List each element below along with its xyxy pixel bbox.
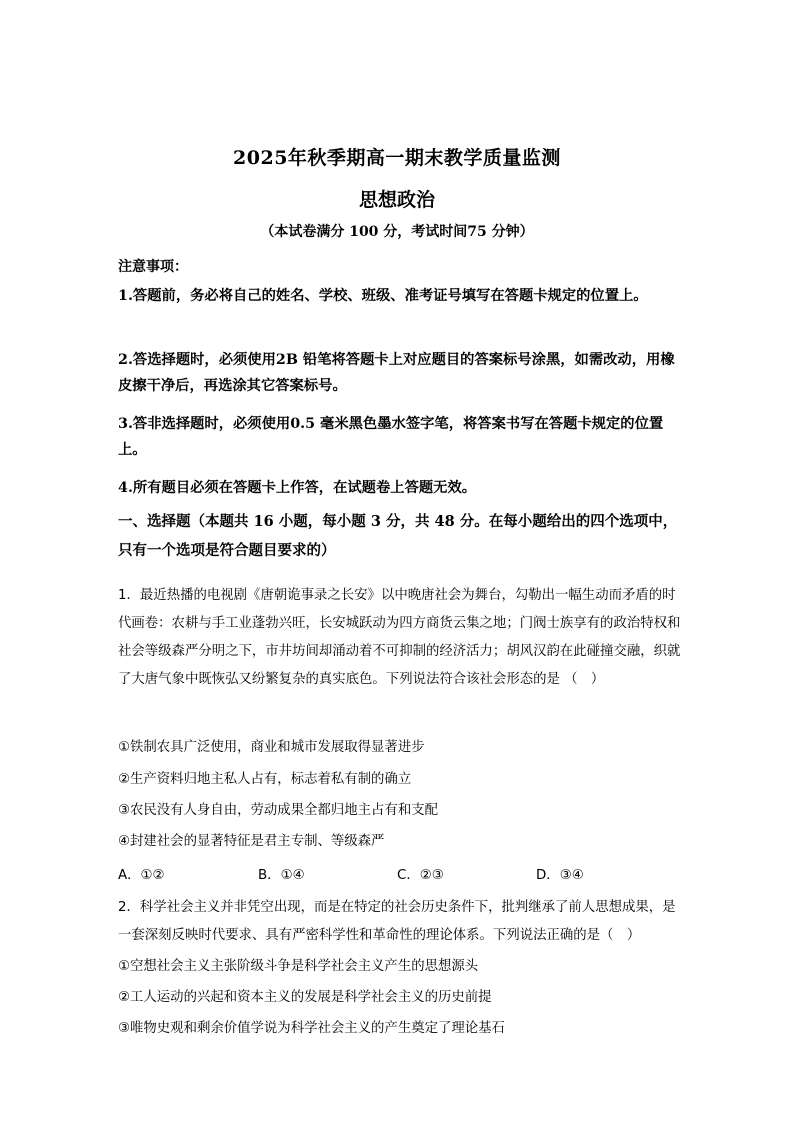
choice-a: A．①② [118, 868, 165, 883]
section-heading: 一、选择题（本题共 16 小题，每小题 3 分，共 48 分。在每小题给出的四个选项中，只有一个选项是符合题目要求的） [118, 513, 678, 559]
note-item-1: 1.答题前，务必将自己的姓名、学校、班级、准考证号填写在答题卡规定的位置上。 [118, 288, 648, 304]
question-1-choices [118, 864, 638, 884]
exam-info: （本试卷满分 100 分，考试时间75 分钟） [260, 224, 534, 240]
exam-title: 2025年秋季期高一期末教学质量监测 [233, 147, 561, 169]
question-1-option-3: ③农民没有人身自由，劳动成果全都归地主占有和支配 [118, 803, 438, 818]
question-1-stem: 1．最近热播的电视剧《唐朝诡事录之长安》以中晚唐社会为舞台，勾勒出一幅生动而矛盾的时代画卷：农耕与手工业蓬勃兴旺，长安城跃动为四方商货云集之地；门阀士族享有的政治特权和社会等级森严分明之下，市井坊间却涌动着不可抑制的经济活力；胡风汉韵在此碰撞交融，织就了大唐气象中既恢弘又纷繁复杂的真实底色。下列说法符合该社会形态的是 （ ） [118, 588, 681, 687]
subject-title: 思想政治 [358, 189, 435, 211]
question-2-option-2: ②工人运动的兴起和资本主义的发展是科学社会主义的历史前提 [118, 990, 492, 1005]
question-2-option-3: ③唯物史观和剩余价值学说为科学社会主义的产生奠定了理论基石 [118, 1021, 505, 1036]
notes-heading: 注意事项： [118, 259, 188, 275]
note-item-4: 4.所有题目必须在答题卡上作答，在试题卷上答题无效。 [118, 480, 477, 496]
question-2-option-1: ①空想社会主义主张阶级斗争是科学社会主义产生的思想源头 [118, 959, 479, 974]
choice-c: C．②③ [397, 868, 444, 883]
note-item-2: 2.答选择题时，必须使用2B 铅笔将答题卡上对应题目的答案标号涂黑，如需改动，用橡皮擦干净后，再选涂其它答案标号。 [118, 352, 675, 394]
question-1-option-2: ②生产资料归地主私人占有，标志着私有制的确立 [118, 772, 412, 787]
choice-b: B．①④ [258, 868, 305, 883]
question-1-option-1: ①铁制农具广泛使用，商业和城市发展取得显著进步 [118, 740, 425, 755]
question-2-stem: 2．科学社会主义并非凭空出现，而是在特定的社会历史条件下，批判继承了前人思想成果，是一套深刻反映时代要求、具有严密科学性和革命性的理论体系。下列说法正确的是（ ） [118, 900, 676, 943]
question-1-option-4: ④封建社会的显著特征是君主专制、等级森严 [118, 834, 385, 849]
note-item-3: 3.答非选择题时，必须使用0.5 毫米黑色墨水签字笔，将答案书写在答题卡规定的位置上。 [118, 416, 664, 458]
choice-d: D．③④ [536, 868, 584, 883]
